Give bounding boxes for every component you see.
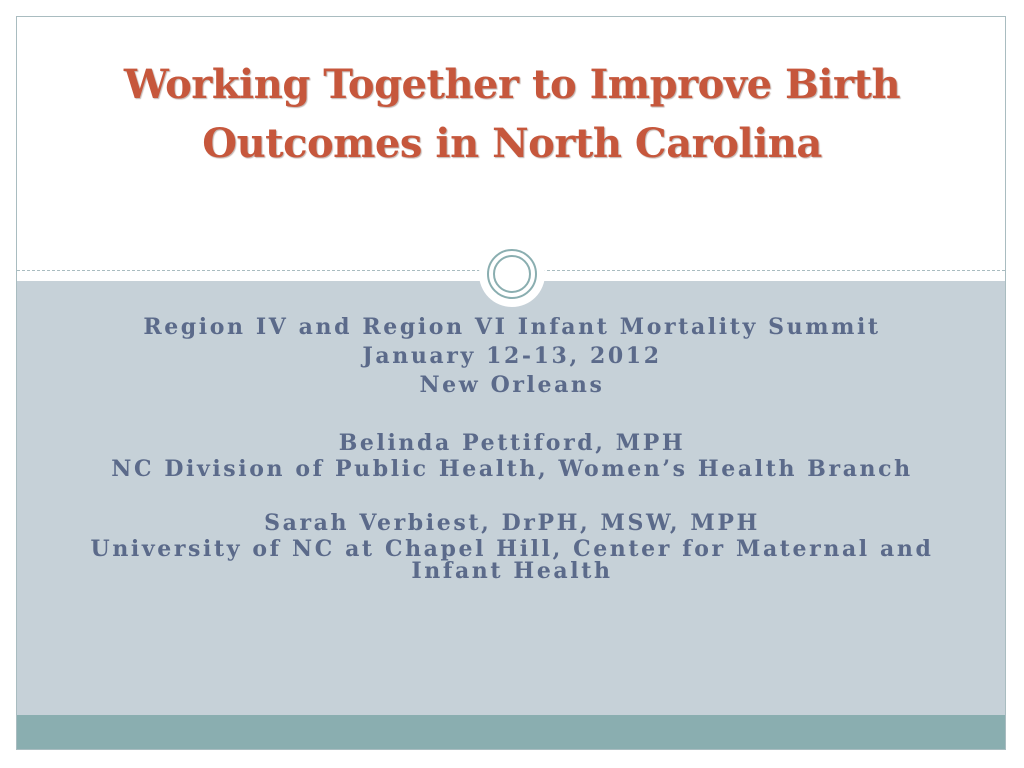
presenter-2-affiliation: University of NC at Chapel Hill, Center for Maternal and Infant Health (90, 536, 934, 584)
subtitle-text (77, 313, 947, 582)
event-dates: January 12-13, 2012 (362, 343, 662, 369)
divider-circle-icon (487, 249, 537, 299)
event-name: Region IV and Region VI Infant Mortality Summit (143, 314, 881, 340)
presenter-1-affiliation: NC Division of Public Health, Women’s Health Branch (111, 456, 913, 482)
slide (16, 16, 1006, 750)
event-location: New Orleans (419, 372, 605, 398)
presenter-1-name: Belinda Pettiford, MPH (338, 430, 686, 456)
divider-inner-circle (493, 255, 531, 293)
spacer (77, 400, 947, 429)
slide-title: Working Together to Improve Birth Outcomes in North Carolina (123, 61, 901, 167)
title-area (17, 17, 1005, 271)
presenter-2-name: Sarah Verbiest, DrPH, MSW, MPH (264, 510, 760, 536)
footer-bar (17, 715, 1005, 750)
spacer (77, 480, 947, 509)
